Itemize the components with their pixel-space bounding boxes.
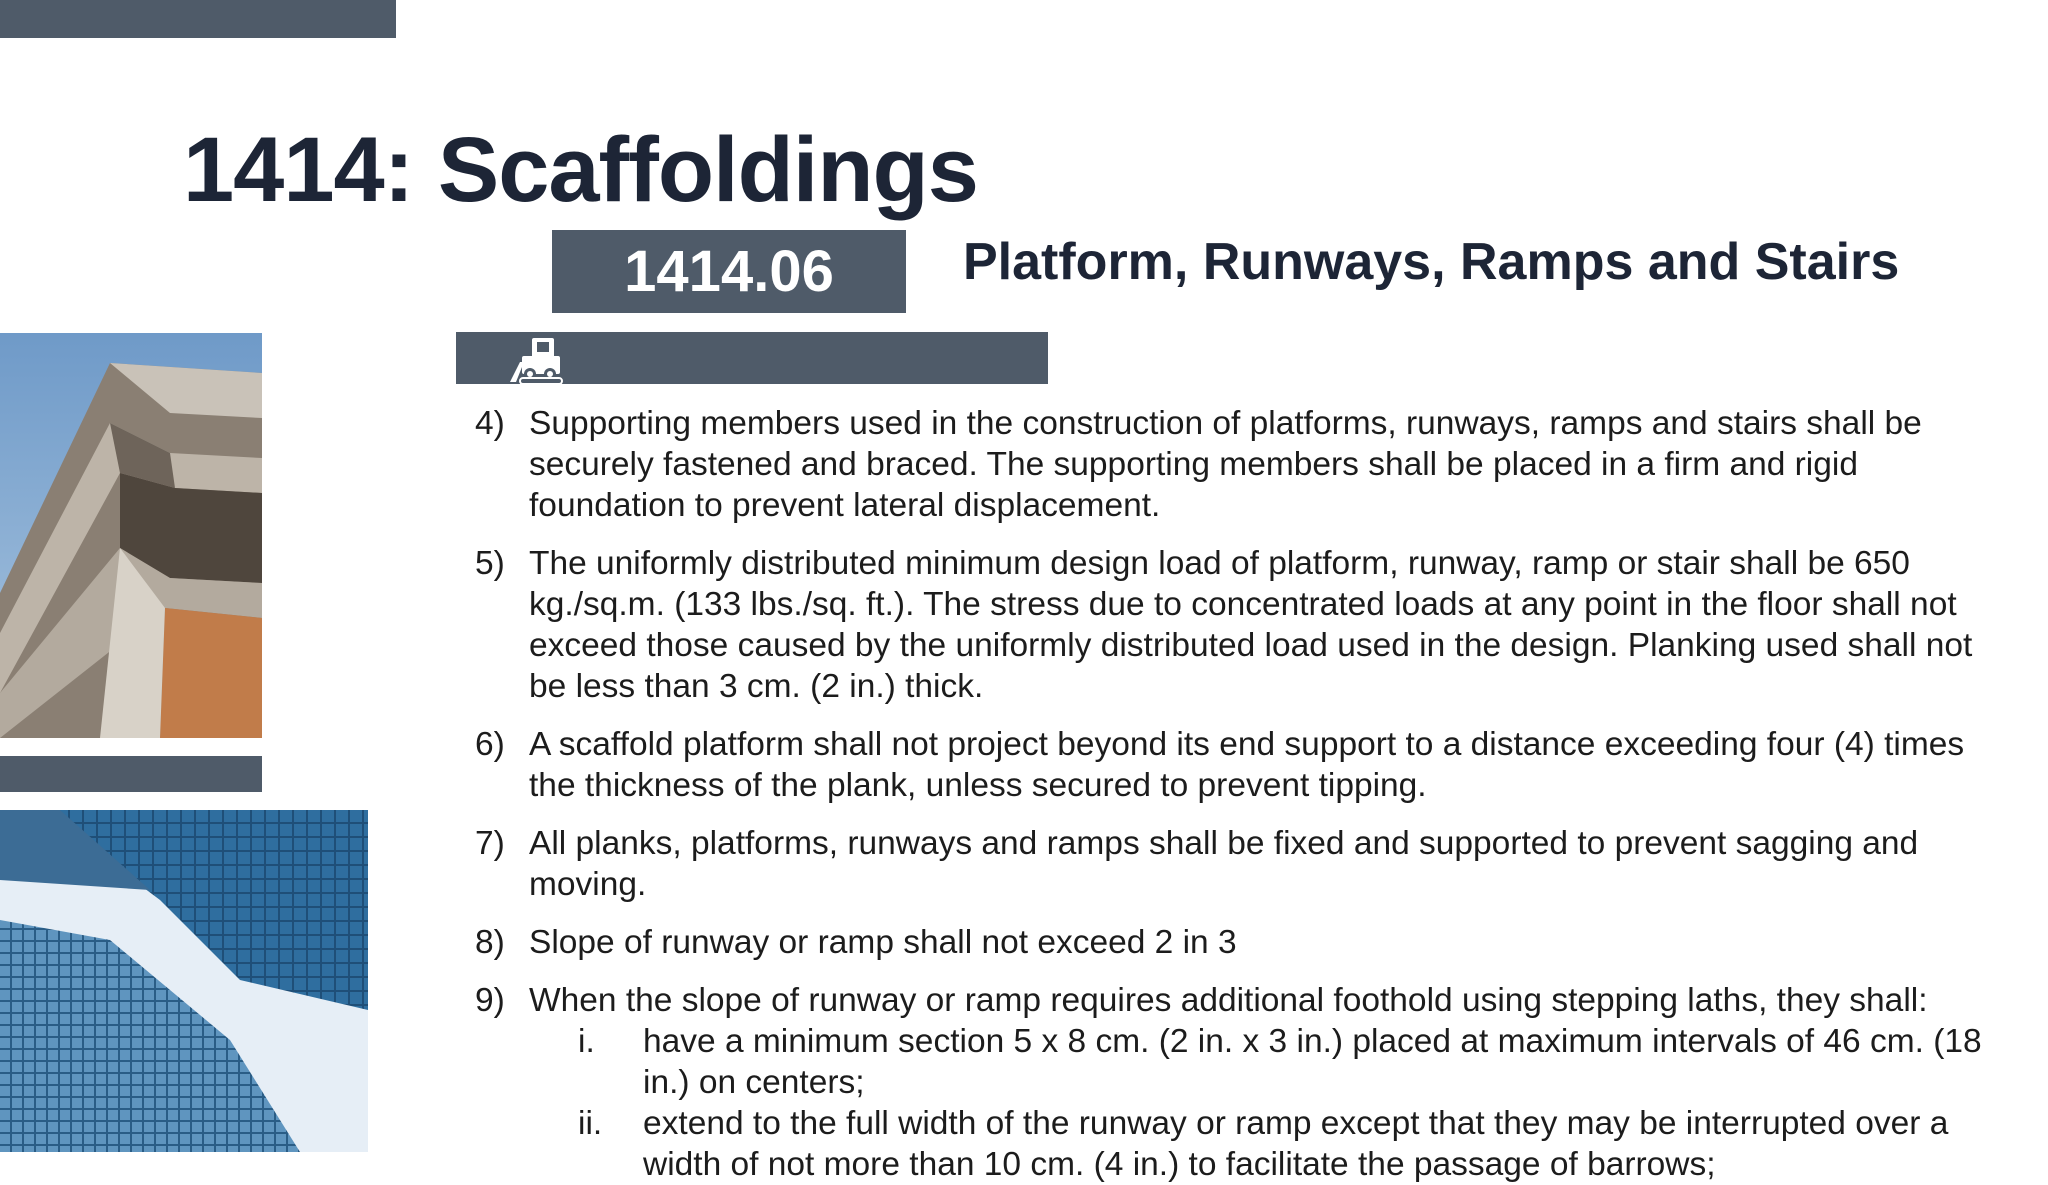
sub-item-number: i. (578, 1023, 595, 1060)
skyscrapers-photo (0, 810, 368, 1152)
item-text: Slope of runway or ramp shall not exceed 2 in 3 (529, 924, 1237, 961)
item-number: 6) (475, 726, 505, 763)
list-item (475, 823, 2015, 905)
list-item (475, 922, 2015, 963)
sub-item-text: extend to the full width of the runway or ramp except that they may be interrupted over a width of not more than 10 cm. (4 in.) to facilitate the passage of barrows; (643, 1105, 1949, 1183)
list-item (475, 403, 2015, 526)
icon-banner (456, 332, 1048, 384)
requirements-list (475, 403, 2015, 1185)
list-item (475, 543, 2015, 707)
item-number: 5) (475, 545, 505, 582)
item-text: When the slope of runway or ramp requires additional foothold using stepping laths, they shall: (529, 982, 1928, 1019)
item-text: All planks, platforms, runways and ramps shall be fixed and supported to prevent sagging and moving. (529, 825, 1919, 903)
bulldozer-icon (506, 332, 568, 384)
item-number: 9) (475, 982, 505, 1019)
building-photo (0, 333, 262, 738)
page-title: 1414: Scaffoldings (183, 119, 978, 221)
item-number: 7) (475, 825, 505, 862)
sub-list-item (475, 1103, 2015, 1185)
mid-accent-bar (0, 756, 262, 792)
list-item (475, 980, 2015, 1021)
top-accent-bar (0, 0, 396, 38)
section-title: Platform, Runways, Ramps and Stairs (963, 233, 1900, 291)
item-number: 8) (475, 924, 505, 961)
item-number: 4) (475, 405, 505, 442)
item-text: The uniformly distributed minimum design load of platform, runway, ramp or stair shall be 650 kg./sq.m. (133 lbs./sq. ft.). The stress due to concentrated loads at any point in the floor shall not exceed those caused by the uniformly distributed load used in the design. Planking used shall not be less than 3 cm. (2 in.) thick. (529, 545, 1973, 705)
section-code-badge: 1414.06 (552, 230, 906, 313)
sub-item-text: have a minimum section 5 x 8 cm. (2 in. x 3 in.) placed at maximum intervals of 46 cm. (18 in.) on centers; (643, 1023, 1982, 1101)
list-item (475, 724, 2015, 806)
sub-item-number: ii. (578, 1105, 603, 1142)
sub-list-item (475, 1021, 2015, 1103)
item-text: A scaffold platform shall not project beyond its end support to a distance exceeding four (4) times the thickness of the plank, unless secured to prevent tipping. (529, 726, 1965, 804)
item-text: Supporting members used in the construction of platforms, runways, ramps and stairs shall be securely fastened and braced. The supporting members shall be placed in a firm and rigid foundation to prevent lateral displacement. (529, 405, 1922, 524)
